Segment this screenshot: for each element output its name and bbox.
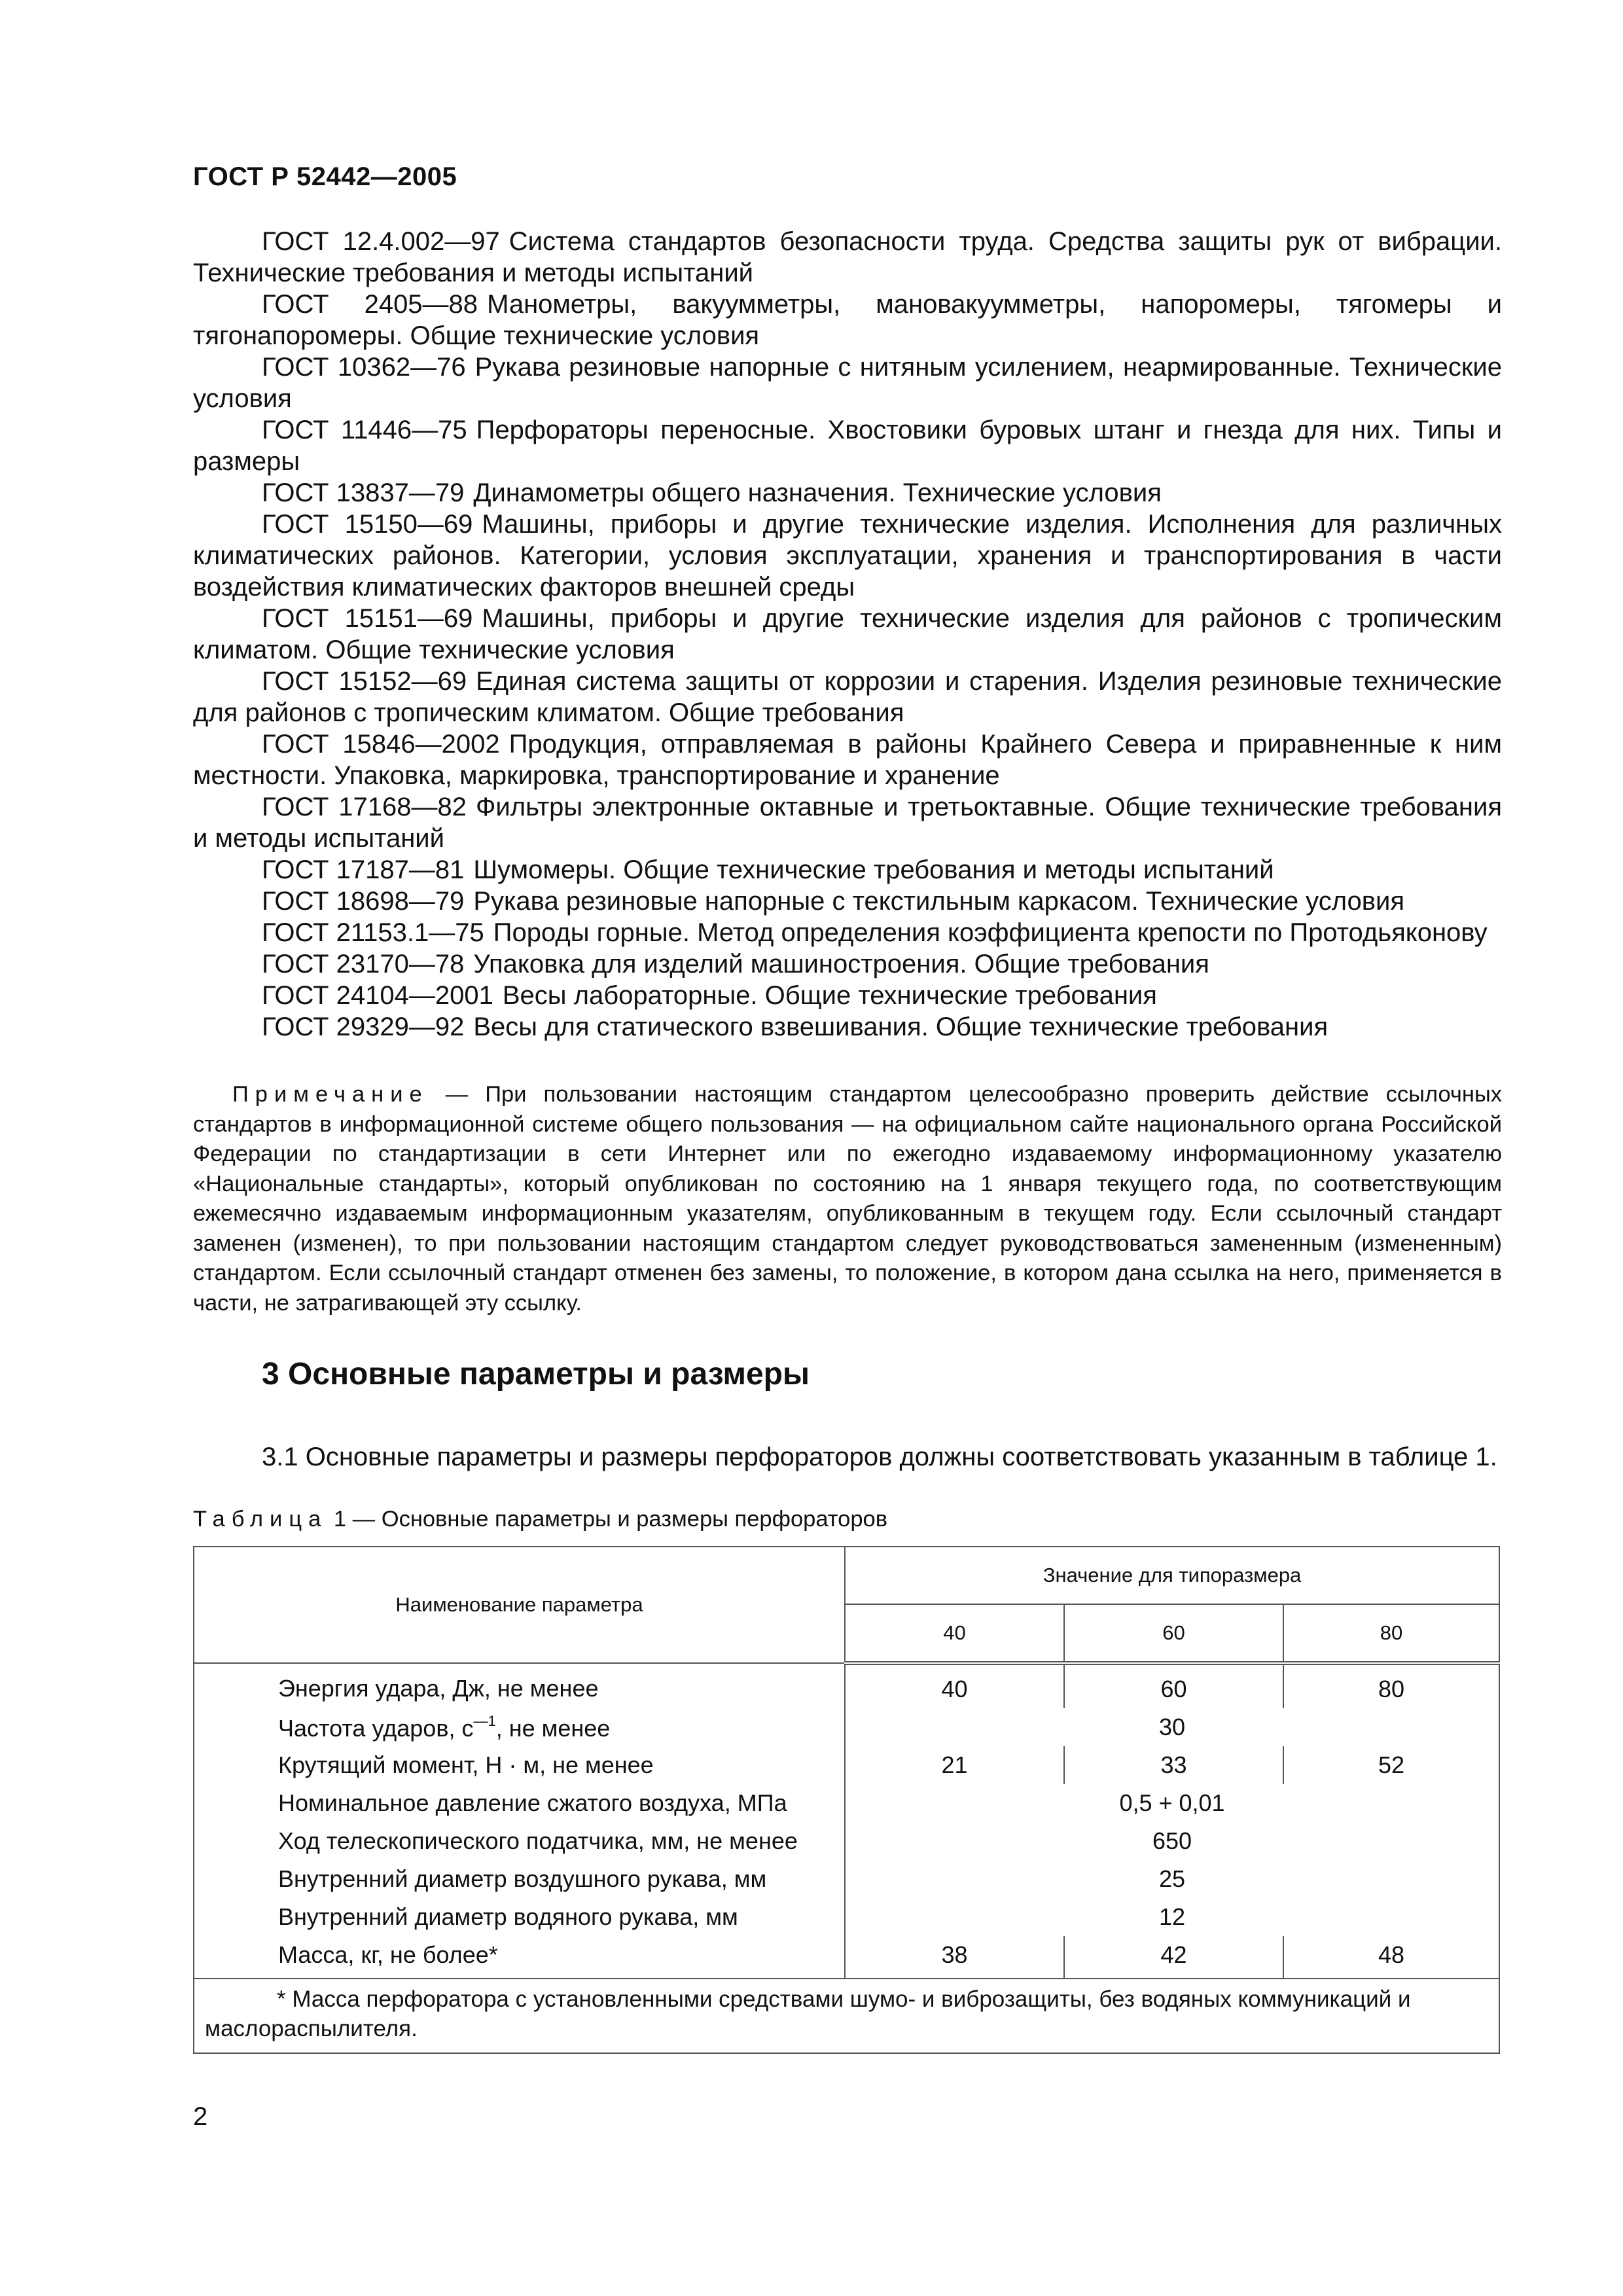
value-cell: 38 (845, 1936, 1064, 1979)
header-value: Значение для типоразмера (845, 1547, 1499, 1604)
param-cell: Внутренний диаметр водяного рукава, мм (194, 1898, 845, 1936)
table-row (194, 1860, 1499, 1898)
parameters-table (193, 1546, 1499, 2054)
table-row (194, 1708, 1499, 1746)
reference-code: ГОСТ 29329—92 (262, 1013, 465, 1041)
normative-references-list (193, 226, 1502, 1043)
table-caption-label: Таблица (193, 1507, 328, 1532)
table-footnote-row (194, 1979, 1499, 2053)
reference-item (193, 414, 1502, 477)
reference-title: Породы горные. Метод определения коэффициента крепости по Протодьяконову (493, 918, 1488, 947)
reference-title: Весы для статического взвешивания. Общие технические требования (473, 1013, 1329, 1041)
reference-code: ГОСТ 23170—78 (262, 950, 465, 978)
param-text: , не менее (495, 1714, 611, 1742)
header-param: Наименование параметра (194, 1547, 845, 1663)
reference-item (193, 351, 1502, 414)
reference-item (193, 226, 1502, 289)
reference-item (193, 728, 1502, 791)
reference-code: ГОСТ 24104—2001 (262, 981, 493, 1010)
reference-code: ГОСТ 17168—82 (262, 793, 467, 821)
reference-title: Упаковка для изделий машиностроения. Общие требования (473, 950, 1209, 978)
reference-item (193, 980, 1502, 1011)
value-cell: 52 (1283, 1746, 1499, 1784)
reference-item (193, 289, 1502, 351)
value-cell: 12 (845, 1898, 1499, 1936)
reference-code: ГОСТ 12.4.002—97 (262, 227, 500, 256)
reference-title: Рукава резиновые напорные с нитяным усилением, неармированные. Технические условия (193, 353, 1502, 413)
reference-title: Рукава резиновые напорные с текстильным каркасом. Технические условия (473, 887, 1405, 916)
reference-item (193, 854, 1502, 886)
param-cell: Энергия удара, Дж, не менее (194, 1663, 845, 1708)
param-text: Частота ударов, с (278, 1714, 474, 1742)
body-paragraph: 3.1 Основные параметры и размеры перфораторов должны соответствовать указанным в таблице 1. (262, 1443, 1497, 1471)
header-size: 80 (1283, 1604, 1499, 1663)
reference-code: ГОСТ 21153.1—75 (262, 918, 484, 947)
reference-title: Манометры, вакуумметры, мановакуумметры, напоромеры, тягомеры и тягонапоромеры. Общие технические условия (193, 290, 1503, 350)
note-text: — При пользовании настоящим стандартом целесообразно проверить действие ссылочных стандартов в информационной системе общего пользования — на официальном сайте национального органа Российской Федерации по стандартизации в сети Интернет или по ежегодно издаваемому информационному указателю «Национальные стандарты», который опубликован по состоянию на 1 января текущего года, по соответствующим ежемесячно издаваемым информационным указателям, опубликованным в текущем году. Если ссылочный стандарт заменен (изменен), то при пользовании настоящим стандартом следует руководствоваться замененным (измененным) стандартом. Если ссылочный стандарт отменен без замены, то положение, в котором дана ссылка на него, применяется в части, не затрагивающей эту ссылку. (193, 1082, 1503, 1316)
header-size: 40 (845, 1604, 1064, 1663)
reference-item (193, 477, 1502, 509)
reference-title: Система стандартов безопасности труда. Средства защиты рук от вибрации. Технические требования и методы испытаний (193, 227, 1503, 287)
reference-code: ГОСТ 15150—69 (262, 510, 473, 539)
param-cell: Масса, кг, не более* (194, 1936, 845, 1979)
reference-code: ГОСТ 2405—88 (262, 290, 478, 319)
param-cell (194, 1708, 845, 1746)
reference-item (193, 886, 1502, 917)
reference-title: Фильтры электронные октавные и третьоктавные. Общие технические требования и методы испытаний (193, 793, 1502, 853)
reference-title: Продукция, отправляемая в районы Крайнего Севера и приравненные к ним местности. Упаковка, маркировка, транспортирование и хранение (193, 730, 1502, 790)
reference-title: Машины, приборы и другие технические изделия. Исполнения для различных климатических районов. Категории, условия эксплуатации, хранения и транспортирования в части воздействия климатических факторов внешней среды (193, 510, 1502, 601)
table-row (194, 1898, 1499, 1936)
header-size: 60 (1064, 1604, 1283, 1663)
value-cell: 25 (845, 1860, 1499, 1898)
value-cell: 42 (1064, 1936, 1283, 1979)
table-footnote (194, 1979, 1499, 2053)
table-caption-text: 1 — Основные параметры и размеры перфораторов (333, 1507, 888, 1532)
param-cell: Номинальное давление сжатого воздуха, МПа (194, 1784, 845, 1822)
table-row (194, 1936, 1499, 1979)
section-title: 3 Основные параметры и размеры (262, 1357, 810, 1391)
reference-title: Перфораторы переносные. Хвостовики буровых штанг и гнезда для них. Типы и размеры (193, 416, 1503, 476)
reference-item (193, 666, 1502, 728)
reference-code: ГОСТ 17187—81 (262, 855, 465, 884)
reference-item (193, 509, 1502, 603)
value-cell: 33 (1064, 1746, 1283, 1784)
reference-title: Единая система защиты от коррозии и старения. Изделия резиновые технические для районов с тропическим климатом. Общие требования (193, 667, 1502, 727)
value-cell: 80 (1283, 1663, 1499, 1708)
param-cell: Крутящий момент, Н · м, не менее (194, 1746, 845, 1784)
reference-code: ГОСТ 18698—79 (262, 887, 465, 916)
table-header-row (194, 1547, 1499, 1604)
value-cell: 60 (1064, 1663, 1283, 1708)
table-caption (193, 1507, 887, 1532)
value-cell: 0,5 + 0,01 (845, 1784, 1499, 1822)
table-row (194, 1784, 1499, 1822)
value-cell: 30 (845, 1708, 1499, 1746)
value-cell: 650 (845, 1822, 1499, 1860)
value-cell: 21 (845, 1746, 1064, 1784)
table-row (194, 1663, 1499, 1708)
reference-item (193, 917, 1502, 948)
param-cell: Внутренний диаметр воздушного рукава, мм (194, 1860, 845, 1898)
page-number: 2 (193, 2102, 208, 2131)
param-superscript: —1 (473, 1712, 496, 1729)
reference-code: ГОСТ 13837—79 (262, 478, 465, 507)
value-cell: 48 (1283, 1936, 1499, 1979)
reference-code: ГОСТ 10362—76 (262, 353, 466, 382)
reference-item (193, 603, 1502, 666)
reference-item (193, 948, 1502, 980)
footnote-text: * Масса перфоратора с установленными средствами шумо- и виброзащиты, без водяных коммуникаций и маслораспылителя. (205, 1986, 1411, 2041)
reference-code: ГОСТ 15152—69 (262, 667, 467, 696)
reference-title: Машины, приборы и другие технические изделия для районов с тропическим климатом. Общие технические условия (193, 604, 1502, 664)
param-cell: Ход телескопического податчика, мм, не менее (194, 1822, 845, 1860)
table-row (194, 1822, 1499, 1860)
reference-title: Шумомеры. Общие технические требования и методы испытаний (473, 855, 1274, 884)
reference-code: ГОСТ 15846—2002 (262, 730, 500, 759)
note-paragraph (193, 1080, 1502, 1318)
reference-item (193, 791, 1502, 854)
note-label: Примечание (232, 1082, 429, 1107)
reference-title: Весы лабораторные. Общие технические требования (502, 981, 1157, 1010)
reference-code: ГОСТ 15151—69 (262, 604, 473, 633)
table-row (194, 1746, 1499, 1784)
reference-code: ГОСТ 11446—75 (262, 416, 467, 444)
reference-title: Динамометры общего назначения. Технические условия (473, 478, 1162, 507)
document-header: ГОСТ Р 52442—2005 (193, 162, 457, 191)
value-cell: 40 (845, 1663, 1064, 1708)
reference-item (193, 1011, 1502, 1043)
